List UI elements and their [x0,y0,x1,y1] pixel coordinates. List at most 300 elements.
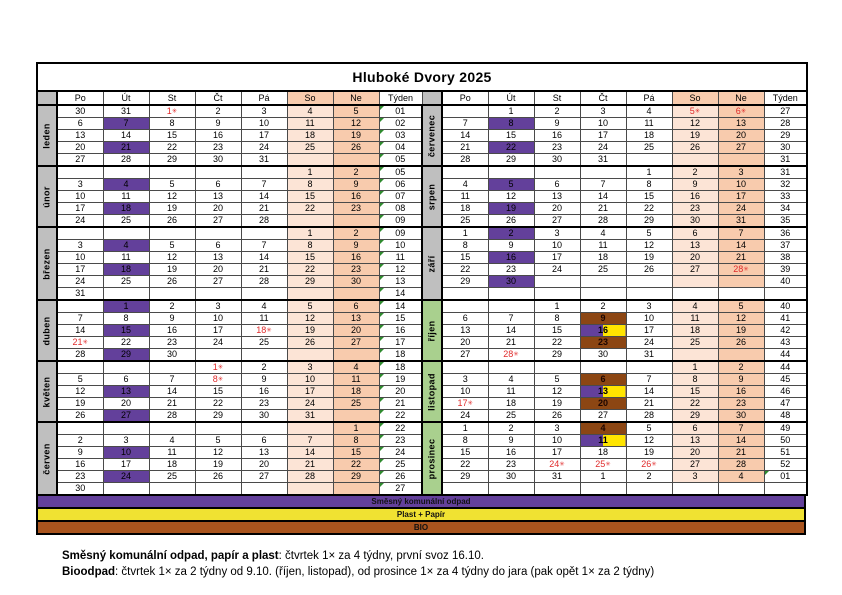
day-cell: 9 [241,374,287,386]
day-cell [442,288,488,301]
day-cell [534,276,580,288]
day-cell: 9 [718,374,764,386]
day-cell: 18 [103,264,149,276]
day-cell: 25 [580,264,626,276]
day-cell [488,166,534,179]
weekday-header-1: Út [103,91,149,105]
day-cell: 28✳ [718,264,764,276]
day-cell: 29 [103,349,149,362]
month-label-column-header [422,91,442,105]
day-cell: 20 [195,203,241,215]
day-cell: 23 [241,398,287,410]
day-cell: 13 [442,325,488,337]
day-cell [442,166,488,179]
footer-notes [62,549,806,580]
day-cell [195,422,241,435]
day-cell: 1 [333,422,379,435]
day-cell: 20 [195,264,241,276]
day-cell: 19 [149,203,195,215]
month-label-červenec [422,105,442,166]
day-cell: 13 [333,313,379,325]
day-cell: 2 [672,166,718,179]
calendar-title: Hluboké Dvory 2025 [37,63,807,91]
day-cell: 16 [149,325,195,337]
day-cell: 27 [580,410,626,423]
day-cell [672,349,718,362]
day-cell: 3 [57,179,103,191]
week-cell: 17 [379,337,422,349]
day-cell: 27 [195,276,241,288]
month-label-červen [37,422,57,495]
day-cell: 26 [195,471,241,483]
day-cell: 14 [103,130,149,142]
day-cell: 30 [241,410,287,423]
day-cell: 20 [442,337,488,349]
holiday-icon: ✳ [743,266,749,273]
month-name: červen [41,442,52,475]
day-cell: 17 [626,325,672,337]
day-cell: 7 [488,313,534,325]
day-cell: 30 [672,215,718,228]
day-cell [287,288,333,301]
day-cell [241,227,287,240]
day-cell: 10 [534,435,580,447]
month-name: prosinec [426,438,437,479]
weekday-header-0: Po [57,91,103,105]
calendar-body [37,105,807,495]
day-cell: 26 [626,264,672,276]
day-cell: 17 [57,264,103,276]
month-name: březen [41,247,52,280]
day-cell [534,361,580,374]
day-cell: 26 [333,142,379,154]
day-cell [626,288,672,301]
day-cell: 10 [195,313,241,325]
day-cell: 26 [149,276,195,288]
day-cell: 17 [103,459,149,471]
weekday-header-7: Týden [764,91,807,105]
day-cell: 24 [718,203,764,215]
day-cell: 2 [333,166,379,179]
day-cell: 16 [488,447,534,459]
day-cell [718,349,764,362]
day-cell: 18 [149,459,195,471]
day-cell: 31 [103,105,149,118]
day-cell [57,300,103,313]
day-cell: 15 [534,325,580,337]
day-cell: 19 [149,264,195,276]
week-cell: 12 [379,264,422,276]
day-cell: 7 [718,227,764,240]
day-cell: 25 [333,398,379,410]
weekday-header-1: Út [488,91,534,105]
day-cell: 10 [103,447,149,459]
day-cell: 14 [718,435,764,447]
day-cell: 12 [333,118,379,130]
day-cell: 8 [534,313,580,325]
day-cell [103,288,149,301]
day-cell: 1 [626,166,672,179]
week-cell: 35 [764,215,807,228]
legend-bar-plast-papir: Plast + Papír [36,507,806,522]
day-cell: 12 [718,313,764,325]
day-cell: 12 [534,386,580,398]
month-name: duben [41,316,52,345]
legend [36,494,806,535]
day-cell: 31 [57,288,103,301]
holiday-icon: ✳ [467,400,473,407]
day-cell: 22 [195,398,241,410]
day-cell: 1 [442,227,488,240]
day-cell: 22 [287,264,333,276]
day-cell: 22 [672,398,718,410]
week-cell: 08 [379,203,422,215]
day-cell: 2 [580,300,626,313]
day-cell: 3 [534,227,580,240]
day-cell: 12 [626,240,672,252]
day-cell: 21 [718,252,764,264]
week-cell: 21 [379,398,422,410]
weekday-header-6: Ne [333,91,379,105]
day-cell: 1 [103,300,149,313]
day-cell [149,422,195,435]
day-cell: 1 [580,471,626,483]
day-cell [442,105,488,118]
day-cell: 11 [149,447,195,459]
day-cell: 31 [287,410,333,423]
day-cell: 28 [57,349,103,362]
day-cell: 22 [103,337,149,349]
day-cell: 8 [287,179,333,191]
day-cell: 21 [287,459,333,471]
week-cell: 06 [379,179,422,191]
day-cell [287,215,333,228]
day-cell: 8✳ [195,374,241,386]
holiday-icon: ✳ [651,461,657,468]
day-cell: 13 [672,435,718,447]
day-cell: 25 [103,276,149,288]
day-cell: 20 [672,447,718,459]
day-cell: 10 [534,240,580,252]
day-cell: 20 [718,130,764,142]
week-cell: 49 [764,422,807,435]
week-cell: 14 [379,288,422,301]
day-cell: 14 [442,130,488,142]
legend-bar-bio: BIO [36,520,806,535]
day-cell: 10 [718,179,764,191]
week-cell: 45 [764,374,807,386]
week-cell: 42 [764,325,807,337]
day-cell: 26 [57,410,103,423]
day-cell: 23 [534,142,580,154]
month-label-column-header [37,91,57,105]
day-cell [672,154,718,167]
weekday-header-row [37,91,807,105]
day-cell: 23 [718,398,764,410]
day-cell: 4 [103,240,149,252]
day-cell: 3 [580,105,626,118]
day-cell: 24 [241,142,287,154]
day-cell: 9 [333,179,379,191]
month-name: leden [41,122,52,149]
week-cell: 10 [379,240,422,252]
day-cell: 16 [534,130,580,142]
month-label-květen [37,361,57,422]
day-cell: 18 [580,252,626,264]
day-cell: 6 [333,300,379,313]
day-cell [103,361,149,374]
week-cell: 31 [764,154,807,167]
holiday-icon: ✳ [82,339,88,346]
week-cell: 50 [764,435,807,447]
day-cell: 25 [626,142,672,154]
day-cell [57,227,103,240]
month-name: srpen [426,183,437,210]
week-cell: 28 [764,118,807,130]
day-cell: 19 [626,447,672,459]
day-cell: 22 [626,203,672,215]
day-cell: 4 [333,361,379,374]
day-cell: 5 [195,435,241,447]
day-cell: 4 [488,374,534,386]
day-cell [103,227,149,240]
day-cell: 8 [672,374,718,386]
holiday-icon: ✳ [605,461,611,468]
day-cell: 28 [580,215,626,228]
day-cell: 7 [626,374,672,386]
day-cell: 26✳ [626,459,672,471]
day-cell [718,276,764,288]
day-cell: 3 [626,300,672,313]
day-cell: 30 [149,349,195,362]
day-cell [534,288,580,301]
weekday-header-0: Po [442,91,488,105]
month-label-říjen [422,300,442,361]
week-cell: 48 [764,410,807,423]
day-cell: 31 [718,215,764,228]
weekday-header-6: Ne [718,91,764,105]
week-cell: 41 [764,313,807,325]
day-cell: 5 [718,300,764,313]
week-cell: 47 [764,398,807,410]
day-cell: 3 [442,374,488,386]
week-cell: 01 [379,105,422,118]
day-cell: 28 [626,410,672,423]
day-cell: 14 [488,325,534,337]
month-name: listopad [426,372,437,411]
day-cell [488,300,534,313]
day-cell: 19 [287,325,333,337]
calendar-table [36,62,808,496]
day-cell: 31 [626,349,672,362]
note1-text: : čtvrtek 1× za 4 týdny, první svoz 16.10. [278,550,484,562]
day-cell: 27 [718,142,764,154]
day-cell: 9 [672,179,718,191]
day-cell: 11 [580,435,626,447]
day-cell: 14 [57,325,103,337]
day-cell: 30 [718,410,764,423]
day-cell: 21 [241,203,287,215]
title-row [37,63,807,91]
day-cell: 15 [333,447,379,459]
week-cell: 09 [379,227,422,240]
day-cell: 29 [626,215,672,228]
day-cell [195,288,241,301]
day-cell: 16 [580,325,626,337]
day-cell: 19 [333,130,379,142]
day-cell: 15 [488,130,534,142]
day-cell [580,276,626,288]
day-cell: 2 [488,422,534,435]
legend-bar-smesny-komunalni-odpad: Směsný komunální odpad [36,494,806,509]
day-cell: 5 [333,105,379,118]
day-cell: 23 [488,459,534,471]
day-cell: 9 [534,118,580,130]
holiday-icon: ✳ [559,461,565,468]
day-cell: 27 [672,264,718,276]
day-cell: 5 [57,374,103,386]
note2-text: : čtvrtek 1× za 2 týdny od 9.10. (říjen, listopad), od prosince 1× za 4 týdny do jara (pak opět 1× za 2 týdny) [115,565,655,578]
month-name: červenec [426,114,437,157]
day-cell [57,361,103,374]
day-cell: 13 [580,386,626,398]
day-cell [333,288,379,301]
day-cell: 3 [534,422,580,435]
day-cell: 24 [626,337,672,349]
day-cell: 21 [580,203,626,215]
day-cell: 11 [488,386,534,398]
day-cell: 5 [488,179,534,191]
week-cell: 05 [379,154,422,167]
day-cell: 1 [672,361,718,374]
day-cell: 21 [488,337,534,349]
day-cell: 7 [57,313,103,325]
day-cell: 27 [103,410,149,423]
day-cell: 7 [241,179,287,191]
holiday-icon: ✳ [266,327,272,334]
day-cell: 1 [287,166,333,179]
month-name: říjen [426,319,437,342]
week-cell: 15 [379,313,422,325]
day-cell [718,288,764,301]
day-cell: 23 [580,337,626,349]
day-cell: 23 [333,203,379,215]
day-cell: 7 [442,118,488,130]
day-cell [333,154,379,167]
day-cell: 13 [718,118,764,130]
day-cell: 8 [442,435,488,447]
day-cell: 24 [534,264,580,276]
day-cell: 7 [580,179,626,191]
day-cell: 5 [626,227,672,240]
day-cell: 31 [534,471,580,483]
day-cell: 24 [57,276,103,288]
day-cell: 14 [149,386,195,398]
day-cell: 30 [488,471,534,483]
day-cell: 11 [103,191,149,203]
day-cell: 3 [718,166,764,179]
day-cell: 22 [287,203,333,215]
day-cell: 16 [57,459,103,471]
day-cell: 2 [488,227,534,240]
day-cell: 14 [241,191,287,203]
day-cell: 12 [195,447,241,459]
week-cell: 29 [764,130,807,142]
day-cell: 17 [534,252,580,264]
day-cell: 3 [287,361,333,374]
day-cell: 29 [672,410,718,423]
day-cell: 3 [672,471,718,483]
day-cell: 20 [103,398,149,410]
day-cell [333,215,379,228]
day-cell: 16 [672,191,718,203]
day-cell: 17 [195,325,241,337]
day-cell: 31 [580,154,626,167]
day-cell: 21 [626,398,672,410]
week-cell: 33 [764,191,807,203]
weekday-header-3: Čt [580,91,626,105]
week-cell: 31 [764,166,807,179]
week-cell: 04 [379,142,422,154]
weekday-header-2: St [534,91,580,105]
day-cell: 18 [103,203,149,215]
day-cell: 24 [57,215,103,228]
day-cell: 15 [442,252,488,264]
day-cell: 18 [580,447,626,459]
day-cell: 28 [287,471,333,483]
day-cell [287,154,333,167]
day-cell: 3 [241,105,287,118]
day-cell: 13 [195,252,241,264]
week-cell: 18 [379,349,422,362]
week-cell: 16 [379,325,422,337]
day-cell: 29 [534,349,580,362]
day-cell: 2 [149,300,195,313]
week-cell: 34 [764,203,807,215]
day-cell: 23 [57,471,103,483]
day-cell: 27 [333,337,379,349]
day-cell: 13 [534,191,580,203]
day-cell [287,422,333,435]
day-cell: 9 [195,118,241,130]
day-cell: 9 [57,447,103,459]
day-cell: 8 [103,313,149,325]
day-cell: 28 [241,276,287,288]
day-cell: 7 [103,118,149,130]
week-cell: 03 [379,130,422,142]
day-cell: 10 [626,313,672,325]
day-cell: 6 [195,179,241,191]
day-cell: 15 [149,130,195,142]
day-cell: 12 [488,191,534,203]
day-cell: 28 [149,410,195,423]
day-cell: 20 [57,142,103,154]
day-cell: 26 [672,142,718,154]
day-cell [580,361,626,374]
day-cell: 15 [442,447,488,459]
day-cell: 6 [57,118,103,130]
day-cell: 25 [149,471,195,483]
month-name: květen [41,376,52,407]
day-cell: 4 [442,179,488,191]
day-cell: 2 [626,471,672,483]
day-cell: 1 [442,422,488,435]
day-cell: 8 [333,435,379,447]
day-cell: 15 [672,386,718,398]
day-cell [287,349,333,362]
week-cell: 07 [379,191,422,203]
week-cell: 27 [379,483,422,496]
